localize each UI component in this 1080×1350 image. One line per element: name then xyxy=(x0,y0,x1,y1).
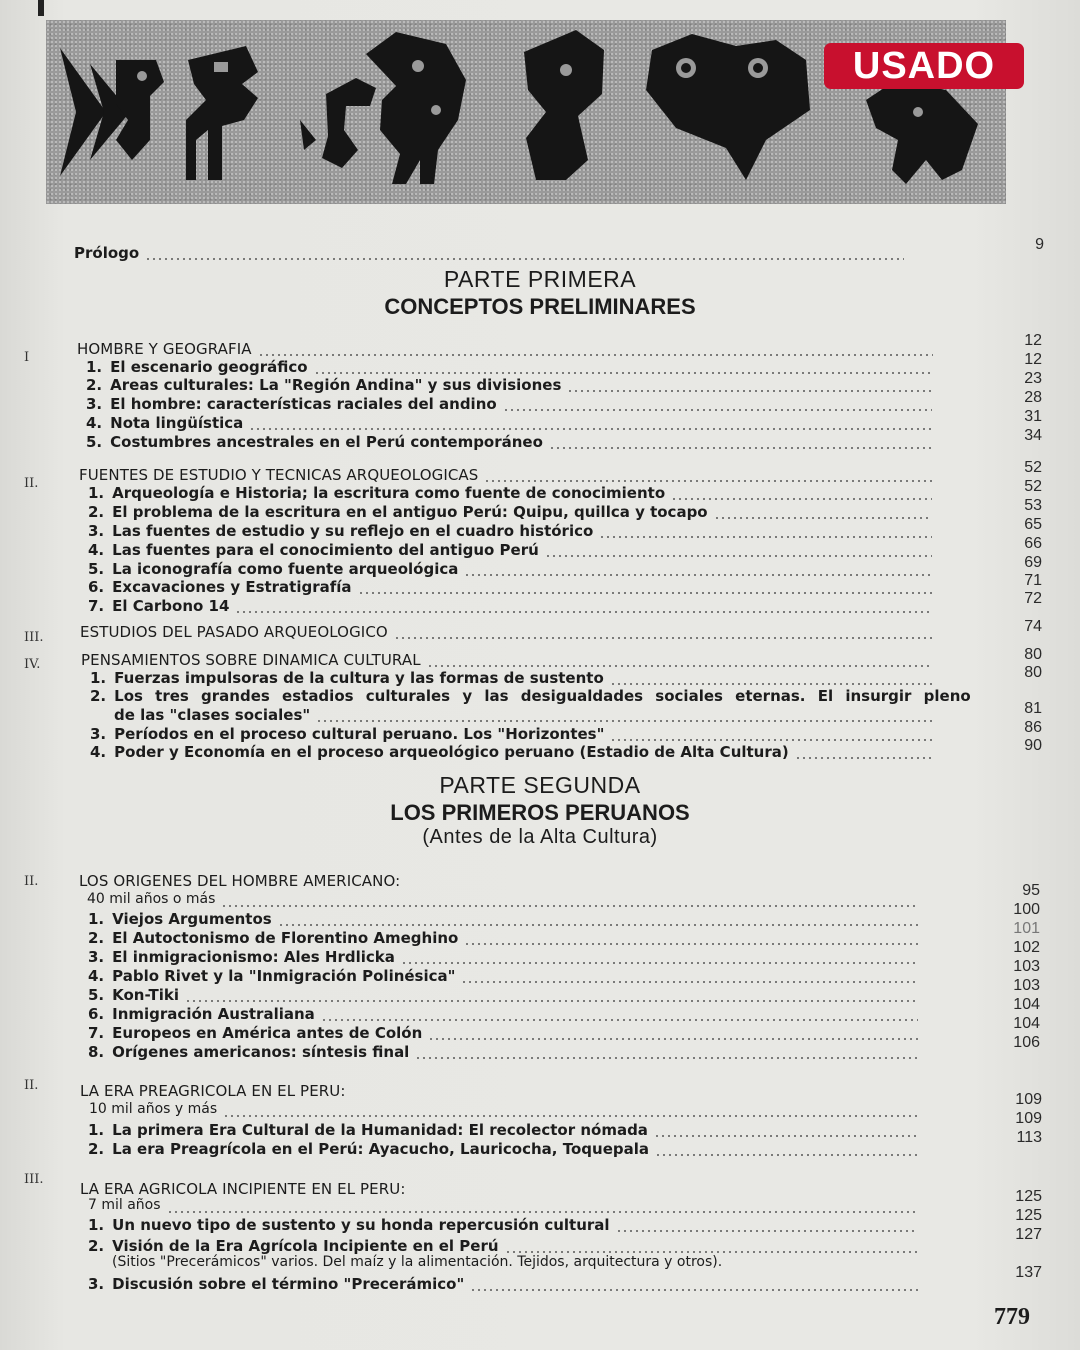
bird-motif xyxy=(524,30,604,180)
item-number: 1. xyxy=(90,669,107,687)
item-title: Areas culturales: La "Región Andina" y sus divisiones xyxy=(110,376,562,394)
toc-section-row xyxy=(77,340,933,360)
dot-leader xyxy=(321,1019,918,1021)
toc-page-number: 125 xyxy=(1015,1207,1042,1224)
item-number: 2. xyxy=(86,376,103,394)
dot-leader xyxy=(671,498,932,500)
item-title: Orígenes americanos: síntesis final xyxy=(112,1043,410,1061)
toc-page-number: 72 xyxy=(1024,590,1042,607)
toc-page-number: 23 xyxy=(1024,370,1042,387)
toc-row xyxy=(88,910,918,930)
item-title: Viejos Argumentos xyxy=(112,910,272,928)
dot-leader xyxy=(464,574,932,576)
toc-page-number: 12 xyxy=(1024,332,1042,349)
item-number: 1. xyxy=(88,1216,105,1234)
toc-row-era xyxy=(89,1101,917,1121)
toc-page-number: 100 xyxy=(1013,901,1040,918)
toc-page-number: 81 xyxy=(1024,700,1042,717)
toc-page-number: 31 xyxy=(1024,408,1042,425)
toc-section-row xyxy=(80,1082,680,1102)
toc-row xyxy=(88,484,932,504)
toc-page-number: 113 xyxy=(1016,1129,1042,1146)
toc-page-number: 69 xyxy=(1024,554,1042,571)
item-number: 8. xyxy=(88,1043,105,1061)
bird-motif xyxy=(322,78,376,168)
dot-leader xyxy=(145,258,904,260)
dot-leader xyxy=(484,480,933,482)
item-title: de las "clases sociales" xyxy=(114,706,311,724)
item-title: El problema de la escritura en el antiguo Perú: Quipu, quillca y tocapo xyxy=(112,503,708,521)
dot-leader xyxy=(235,611,932,613)
item-title: Inmigración Australiana xyxy=(112,1005,315,1023)
toc-page-number: 86 xyxy=(1024,719,1042,736)
section-title: HOMBRE Y GEOGRAFIA xyxy=(77,340,252,358)
item-title: Arqueología e Historia; la escritura como fuente de conocimiento xyxy=(112,484,666,502)
dot-leader xyxy=(616,1230,918,1232)
toc-page-number: 102 xyxy=(1013,939,1040,956)
toc-row xyxy=(88,1024,918,1044)
item-title: Europeos en América antes de Colón xyxy=(112,1024,423,1042)
part-title: LOS PRIMEROS PERUANOS xyxy=(390,800,690,825)
toc-section-row xyxy=(80,623,932,643)
item-number: 1. xyxy=(88,1121,105,1139)
item-title: Un nuevo tipo de sustento y su honda repercusión cultural xyxy=(112,1216,610,1234)
toc-page-number: 125 xyxy=(1015,1188,1042,1205)
toc-row xyxy=(88,1005,918,1025)
dot-leader xyxy=(314,372,932,374)
era-label: 7 mil años xyxy=(88,1197,161,1213)
dot-leader xyxy=(167,1211,918,1213)
section-title: LA ERA PREAGRICOLA EN EL PERU: xyxy=(80,1082,346,1100)
section-numeral: II. xyxy=(24,476,39,491)
toc-row-wrapped xyxy=(90,687,971,707)
section-title: LA ERA AGRICOLA INCIPIENTE EN EL PERU: xyxy=(80,1180,406,1198)
toc-row xyxy=(88,1121,918,1141)
dot-leader xyxy=(415,1057,918,1059)
toc-page-number: 12 xyxy=(1024,351,1042,368)
toc-page-number: 104 xyxy=(1013,1015,1040,1032)
dot-leader xyxy=(358,592,932,594)
dot-leader xyxy=(610,739,932,741)
section-numeral: I xyxy=(24,350,30,365)
item-number: 2. xyxy=(88,1237,105,1255)
toc-row xyxy=(88,522,932,542)
toc-row xyxy=(88,560,932,580)
page-edge-mark xyxy=(38,0,44,16)
item-number: 6. xyxy=(88,578,105,596)
item-number: 4. xyxy=(86,414,103,432)
dot-leader xyxy=(185,1000,918,1002)
toc-page-number: 101 xyxy=(1013,920,1040,937)
toc-row xyxy=(88,597,932,617)
era-label: 10 mil años y más xyxy=(89,1101,218,1117)
dot-leader xyxy=(599,536,932,538)
toc-page-number: 127 xyxy=(1015,1226,1042,1243)
toc-row xyxy=(88,578,932,598)
item-number: 5. xyxy=(88,560,105,578)
item-number: 7. xyxy=(88,1024,105,1042)
dot-leader xyxy=(316,720,932,722)
toc-row xyxy=(86,376,932,396)
toc-row-era xyxy=(88,1197,918,1217)
page-number: 779 xyxy=(994,1304,1030,1330)
item-title: Nota lingüística xyxy=(110,414,244,432)
part-title: CONCEPTOS PRELIMINARES xyxy=(384,294,696,319)
section-numeral: III. xyxy=(24,1172,44,1187)
item-number: 7. xyxy=(88,597,105,615)
face-motif xyxy=(646,34,810,180)
bird-motif xyxy=(866,80,978,184)
toc-row-era xyxy=(87,891,917,911)
item-title: Los tres grandes estadios culturales y las desigualdades sociales eternas. El insurgir pleno xyxy=(114,687,971,705)
dot-leader xyxy=(464,943,918,945)
item-title: Las fuentes de estudio y su reflejo en el cuadro histórico xyxy=(112,522,594,540)
toc-label: Prólogo xyxy=(74,244,140,262)
toc-page-number: 103 xyxy=(1013,958,1040,975)
toc-row xyxy=(88,929,918,949)
item-title: La era Preagrícola en el Perú: Ayacucho, Lauricocha, Toquepala xyxy=(112,1140,649,1158)
part-heading: PARTE PRIMERA xyxy=(443,266,637,292)
item-title: El Autoctonismo de Florentino Ameghino xyxy=(112,929,459,947)
toc-row xyxy=(86,433,932,453)
dot-leader xyxy=(505,1251,918,1253)
section-numeral: II. xyxy=(24,874,39,889)
toc-page-number: 66 xyxy=(1024,535,1042,552)
dot-leader xyxy=(427,665,932,667)
item-title: El escenario geográfico xyxy=(110,358,308,376)
toc-row xyxy=(88,967,918,987)
toc-page-number: 52 xyxy=(1024,459,1042,476)
item-title: La iconografía como fuente arqueológica xyxy=(112,560,459,578)
era-label: 40 mil años o más xyxy=(87,891,216,907)
item-number: 5. xyxy=(86,433,103,451)
toc-page-number: 103 xyxy=(1013,977,1040,994)
toc-row xyxy=(86,395,932,415)
toc-row xyxy=(88,948,918,968)
item-title: Discusión sobre el término "Precerámico" xyxy=(112,1275,465,1293)
dot-leader xyxy=(470,1289,918,1291)
dot-leader xyxy=(221,905,917,907)
dot-leader xyxy=(714,517,932,519)
part-heading: PARTE SEGUNDA xyxy=(439,772,641,798)
toc-page-number: 52 xyxy=(1024,478,1042,495)
toc-row xyxy=(86,358,932,378)
toc-row-prologo xyxy=(74,244,904,264)
dot-leader xyxy=(503,409,932,411)
item-title: Períodos en el proceso cultural peruano. Los "Horizontes" xyxy=(114,725,605,743)
item-number: 1. xyxy=(88,910,105,928)
section-numeral: II. xyxy=(24,1078,39,1093)
item-number: 3. xyxy=(86,395,103,413)
item-number: 2. xyxy=(88,929,105,947)
dot-leader xyxy=(394,637,932,639)
toc-page-number: 90 xyxy=(1024,737,1042,754)
item-number: 2. xyxy=(88,503,105,521)
chevron-motif xyxy=(60,48,106,176)
used-badge: USADO xyxy=(824,43,1024,89)
toc-row-continuation xyxy=(114,706,932,726)
toc-page-number: 34 xyxy=(1024,427,1042,444)
toc-section-row xyxy=(79,872,679,892)
toc-row xyxy=(88,986,918,1006)
dot-leader xyxy=(278,924,918,926)
dot-leader xyxy=(428,1038,918,1040)
dot-leader xyxy=(654,1135,918,1137)
item-title: La primera Era Cultural de la Humanidad: El recolector nómada xyxy=(112,1121,648,1139)
item-number: 4. xyxy=(88,541,105,559)
toc-page-number: 71 xyxy=(1024,572,1042,589)
toc-note: (Sitios "Precerámicos" varios. Del maíz y la alimentación. Tejidos, arquitectura y otros). xyxy=(112,1254,723,1270)
toc-row xyxy=(88,1216,918,1236)
toc-page-number: 74 xyxy=(1024,618,1042,635)
item-number: 6. xyxy=(88,1005,105,1023)
item-title: Las fuentes para el conocimiento del antiguo Perú xyxy=(112,541,539,559)
toc-page-number: 28 xyxy=(1024,389,1042,406)
section-numeral: III. xyxy=(24,630,44,645)
dot-leader xyxy=(795,757,932,759)
section-title: PENSAMIENTOS SOBRE DINAMICA CULTURAL xyxy=(81,651,421,669)
toc-section-row xyxy=(81,651,932,671)
part-subtitle: (Antes de la Alta Cultura) xyxy=(422,826,658,848)
toc-row xyxy=(86,414,932,434)
toc-page-number: 9 xyxy=(1035,236,1044,253)
item-title: El hombre: características raciales del andino xyxy=(110,395,497,413)
item-title: El inmigracionismo: Ales Hrdlicka xyxy=(112,948,395,966)
item-title: Kon-Tiki xyxy=(112,986,179,1004)
toc-page-number: 80 xyxy=(1024,664,1042,681)
item-number: 3. xyxy=(90,725,107,743)
dot-leader xyxy=(461,981,918,983)
dot-leader xyxy=(258,354,933,356)
section-title: ESTUDIOS DEL PASADO ARQUEOLOGICO xyxy=(80,623,388,641)
dot-leader xyxy=(223,1115,917,1117)
toc-page-number: 53 xyxy=(1024,497,1042,514)
toc-row xyxy=(88,503,932,523)
item-number: 1. xyxy=(88,484,105,502)
dot-leader xyxy=(567,390,932,392)
item-number: 4. xyxy=(88,967,105,985)
toc-row xyxy=(88,1140,918,1160)
dot-leader xyxy=(401,962,918,964)
item-title: Costumbres ancestrales en el Perú contemporáneo xyxy=(110,433,543,451)
item-number: 3. xyxy=(88,948,105,966)
toc-row xyxy=(90,669,932,689)
item-title: Pablo Rivet y la "Inmigración Polinésica" xyxy=(112,967,456,985)
toc-page-number: 137 xyxy=(1015,1264,1042,1281)
toc-page-number: 80 xyxy=(1024,646,1042,663)
item-number: 4. xyxy=(90,743,107,761)
toc-row xyxy=(90,725,932,745)
dot-leader xyxy=(549,447,932,449)
toc-row xyxy=(88,1275,918,1295)
toc-page-number: 106 xyxy=(1013,1034,1040,1051)
item-number: 2. xyxy=(90,687,107,705)
item-title: Excavaciones y Estratigrafía xyxy=(112,578,352,596)
toc-page-number: 109 xyxy=(1015,1110,1042,1127)
dot-leader xyxy=(655,1154,918,1156)
item-title: El Carbono 14 xyxy=(112,597,230,615)
toc-page-number: 65 xyxy=(1024,516,1042,533)
item-number: 2. xyxy=(88,1140,105,1158)
section-title: LOS ORIGENES DEL HOMBRE AMERICANO: xyxy=(79,872,401,890)
item-number: 1. xyxy=(86,358,103,376)
item-title: Visión de la Era Agrícola Incipiente en el Perú xyxy=(112,1237,499,1255)
section-numeral: IV. xyxy=(24,657,41,672)
toc-page-number: 109 xyxy=(1015,1091,1042,1108)
dot-leader xyxy=(610,683,932,685)
dot-leader xyxy=(249,428,932,430)
toc-page-number: 95 xyxy=(1022,882,1040,899)
item-number: 3. xyxy=(88,522,105,540)
item-title: Poder y Economía en el proceso arqueológico peruano (Estadio de Alta Cultura) xyxy=(114,743,789,761)
section-title: FUENTES DE ESTUDIO Y TECNICAS ARQUEOLOGICAS xyxy=(79,466,479,484)
toc-row xyxy=(90,743,932,763)
item-title: Fuerzas impulsoras de la cultura y las formas de sustento xyxy=(114,669,604,687)
bird-motif xyxy=(366,32,466,184)
item-number: 3. xyxy=(88,1275,105,1293)
toc-section-row xyxy=(79,466,933,486)
toc-row xyxy=(88,541,932,561)
toc-row xyxy=(88,1043,918,1063)
toc-page-number: 104 xyxy=(1013,996,1040,1013)
dot-leader xyxy=(545,555,932,557)
item-number: 5. xyxy=(88,986,105,1004)
